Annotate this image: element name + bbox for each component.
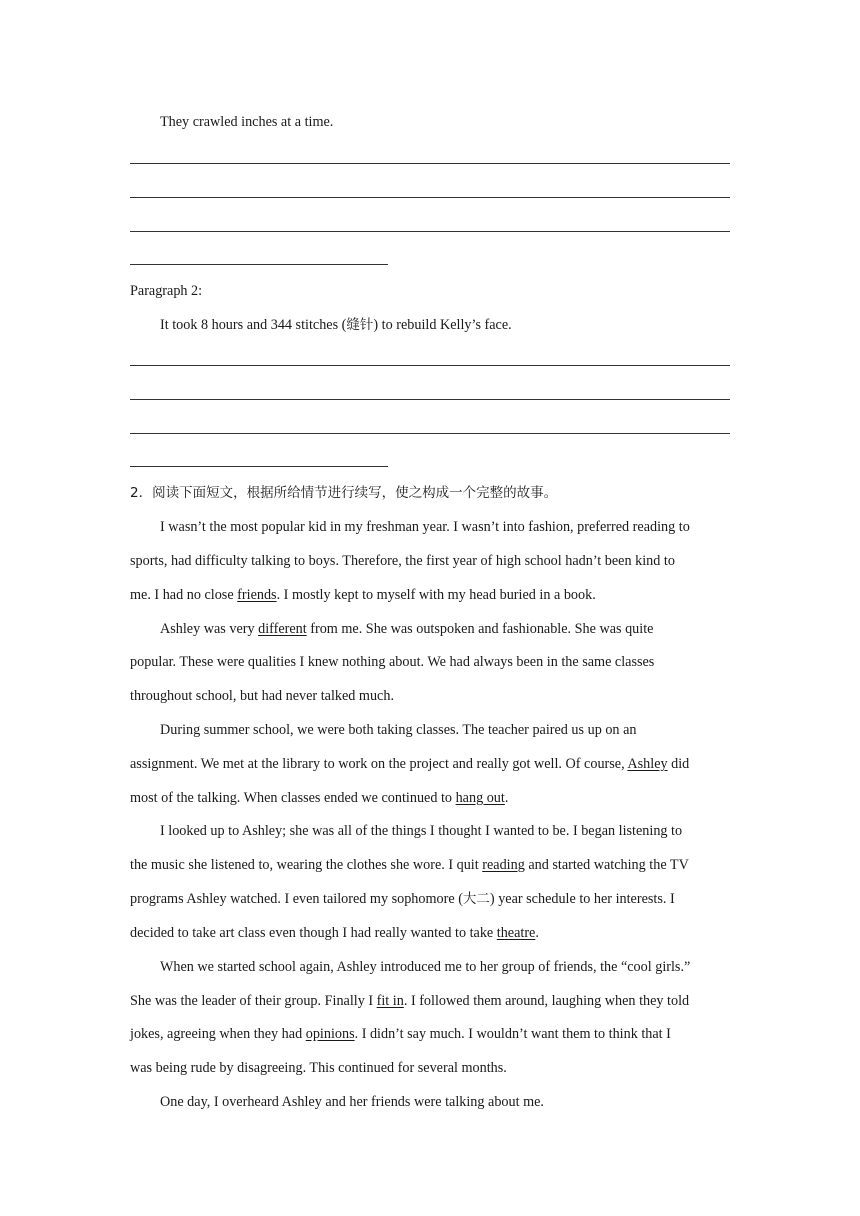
text-span: decided to take art class even though I had really wanted to take — [130, 925, 497, 941]
passage-line — [130, 889, 730, 909]
underlined-word: hang out — [455, 790, 505, 806]
chinese-gloss: 大二 — [462, 891, 490, 907]
chinese-gloss: 缝针 — [346, 317, 374, 333]
text-span: . — [535, 925, 539, 941]
text-span: ) to rebuild Kelly’s face. — [373, 317, 512, 333]
writing-line[interactable] — [130, 231, 730, 232]
text-span: did — [667, 756, 690, 772]
text-span: It took 8 hours and 344 stitches ( — [160, 317, 347, 333]
passage-line — [130, 1024, 730, 1044]
text-span: . I followed them around, laughing when they told — [403, 993, 690, 1009]
writing-line[interactable] — [130, 399, 730, 400]
paragraph-2-start-sentence — [160, 315, 730, 335]
paragraph-1-start-sentence: They crawled inches at a time. — [160, 114, 334, 130]
text-span: . I didn’t say much. I wouldn’t want them to think that I — [354, 1026, 671, 1042]
underlined-word: Ashley — [627, 756, 668, 772]
text-span: most of the talking. When classes ended we continued to — [130, 790, 456, 806]
passage-line — [130, 991, 730, 1011]
passage-line: During summer school, we were both taking classes. The teacher paired us up on an — [160, 722, 637, 738]
text-span: Ashley was very — [160, 621, 259, 637]
passage-line — [130, 585, 730, 605]
text-span: ) year schedule to her interests. I — [489, 891, 675, 907]
passage-line: When we started school again, Ashley introduced me to her group of friends, the “cool girls.” — [160, 959, 691, 975]
paragraph-start-sentence: One day, I overheard Ashley and her friends were talking about me. — [160, 1094, 544, 1110]
text-span: from me. She was outspoken and fashionable. She was quite — [306, 621, 654, 637]
passage-line: sports, had difficulty talking to boys. Therefore, the first year of high school hadn’t been kind to — [130, 553, 675, 569]
writing-line-short[interactable] — [130, 264, 388, 265]
passage-line — [130, 855, 730, 875]
underlined-word: different — [258, 621, 307, 637]
text-span: . — [504, 790, 509, 806]
passage-line — [130, 754, 730, 774]
underlined-word: theatre — [496, 925, 536, 941]
underlined-word: fit in — [376, 993, 404, 1009]
text-span: She was the leader of their group. Finally I — [130, 993, 377, 1009]
passage-line: was being rude by disagreeing. This continued for several months. — [130, 1060, 507, 1076]
underlined-word: friends — [237, 587, 277, 603]
text-span: the music she listened to, wearing the clothes she wore. I quit — [130, 857, 483, 873]
writing-line-short[interactable] — [130, 466, 388, 467]
text-span: assignment. We met at the library to work on the project and really got well. Of course, — [130, 756, 628, 772]
passage-line: I looked up to Ashley; she was all of the things I thought I wanted to be. I began listening to — [160, 823, 683, 839]
passage-line: popular. These were qualities I knew nothing about. We had always been in the same classes — [130, 654, 655, 670]
passage-line: I wasn’t the most popular kid in my freshman year. I wasn’t into fashion, preferred reading to — [160, 519, 690, 535]
writing-line[interactable] — [130, 365, 730, 366]
question-2-instruction: 2．阅读下面短文，根据所给情节进行续写，使之构成一个完整的故事。 — [130, 485, 558, 501]
passage-line — [130, 923, 730, 943]
underlined-word: opinions — [305, 1026, 355, 1042]
passage-line — [130, 788, 730, 808]
passage-line: throughout school, but had never talked much. — [130, 688, 394, 704]
text-span: . I mostly kept to myself with my head buried in a book. — [276, 587, 596, 603]
text-span: me. I had no close — [130, 587, 238, 603]
underlined-word: reading — [482, 857, 525, 873]
paragraph-2-label: Paragraph 2: — [130, 283, 203, 299]
text-span: programs Ashley watched. I even tailored my sophomore ( — [130, 891, 463, 907]
writing-line[interactable] — [130, 163, 730, 164]
text-span: jokes, agreeing when they had — [130, 1026, 306, 1042]
writing-line[interactable] — [130, 433, 730, 434]
passage-line — [160, 619, 730, 639]
text-span: and started watching the TV — [524, 857, 689, 873]
writing-line[interactable] — [130, 197, 730, 198]
